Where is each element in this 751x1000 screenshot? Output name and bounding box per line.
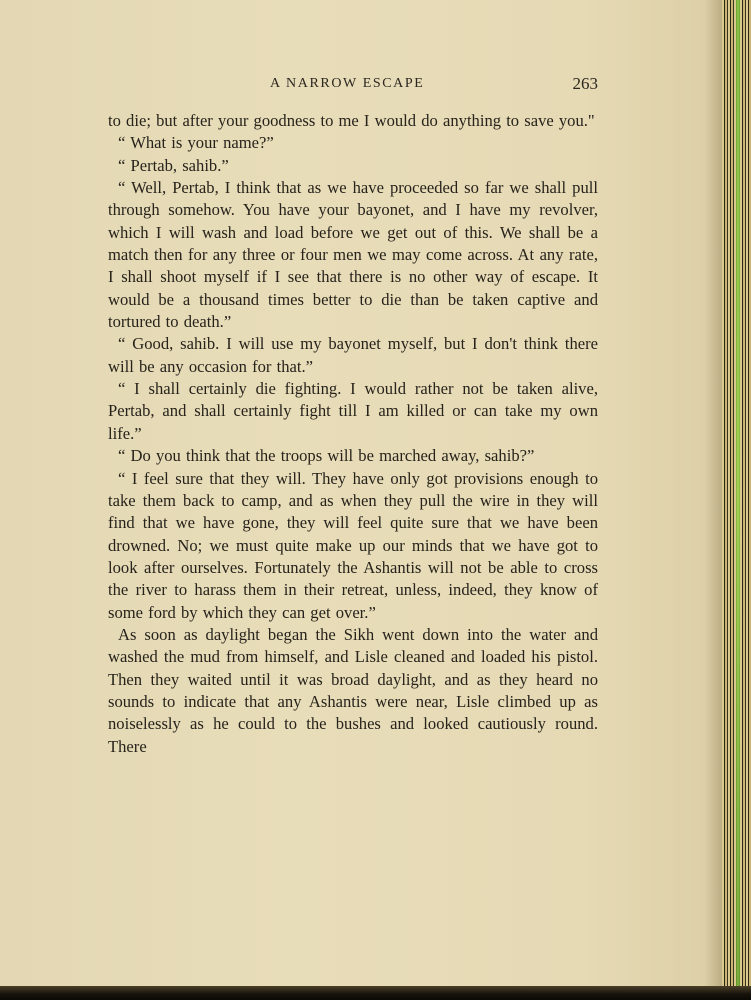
paragraph: “ Good, sahib. I will use my bayonet myself, but I don't think there will be any occasion for that.” [108,334,598,376]
body-text [108,110,598,758]
page-number: 263 [572,74,598,93]
page-header [108,74,598,96]
paragraph: As soon as daylight began the Sikh went down into the water and washed the mud from himself, and Lisle cleaned and loaded his pistol. Then they waited until it was broad daylight, and as they heard no sounds to indicate that any Ashantis were near, Lisle climbed up as noiselessly as he could to the bushes and looked cautiously round. There [108,624,598,756]
paragraph: “ Do you think that the troops will be marched away, sahib?” [118,446,535,466]
paragraph: “ I feel sure that they will. They have only got provisions enough to take them back to camp, and as when they pull the wire in they will find that we have gone, they will feel quite sure that we have been drowned. No; we must quite make up our minds that we have got to look after ourselves. Fortunately the Ashantis will not be able to cross the river to harass them in their retreat, unless, indeed, they know of some ford by which they can get over.” [108,468,598,622]
running-title: A NARROW ESCAPE [270,76,425,91]
paragraph: “ Well, Pertab, I think that as we have proceeded so far we shall pull through somehow. You have your bayonet, and I have my revolver, which I will wash and load before we get out of this. We shall be a match then for any three or four men we may come across. At any rate, I shall shoot myself if I see that there is no other way of escape. It would be a thousand times better to die than be taken captive and tortured to death.” [108,178,598,332]
paragraph: “ Pertab, sahib.” [118,155,229,175]
paragraph: “ I shall certainly die fighting. I would rather not be taken alive, Pertab, and shall certainly fight till I am killed or can take my own life.” [108,379,598,443]
page-edge-stain [736,0,740,1000]
paragraph: to die; but after your goodness to me I would do anything to save you." [108,111,595,130]
paragraph: “ What is your name?” [118,133,274,153]
book-bottom-edge [0,986,751,1000]
